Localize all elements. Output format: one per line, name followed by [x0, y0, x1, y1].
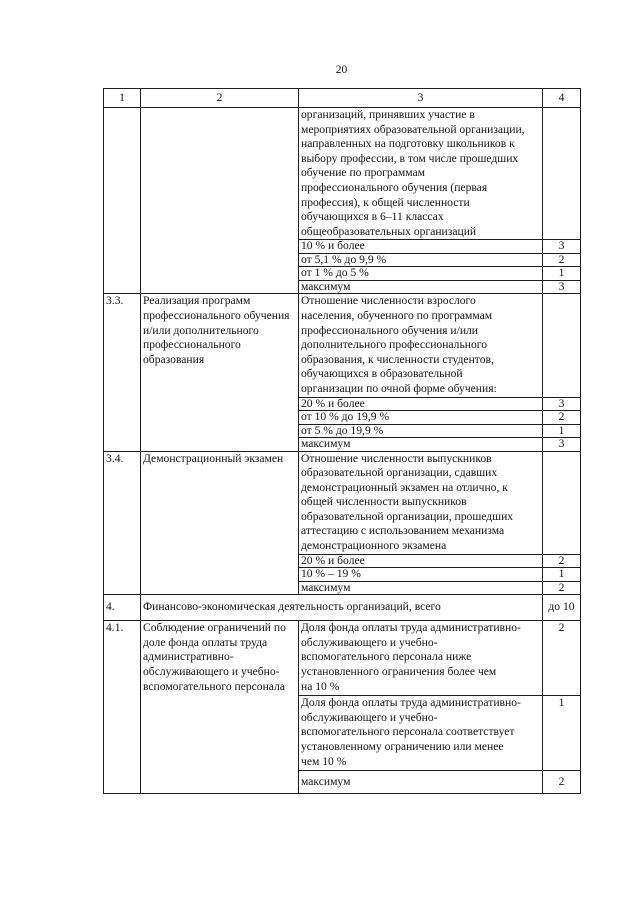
criterion-text: Отношение численности взрослого населения, обученного по программам профессионального обучения и/или дополнительного профессионального образования, к численности студентов, обучающихся в образовательной организации по очной форме обучения: [299, 294, 543, 397]
table-header-row [104, 89, 581, 108]
score: 1 [543, 424, 581, 438]
score [543, 294, 581, 397]
table-row [104, 451, 581, 554]
threshold-label: максимум [299, 438, 543, 452]
score: 3 [543, 397, 581, 411]
table-row [104, 108, 581, 240]
indicator-name: Соблюдение ограничений по доле фонда оплаты труда административно- обслуживающего и учебно- вспомогательного персонала [141, 621, 299, 794]
score [543, 108, 581, 240]
score: 2 [543, 771, 581, 794]
criterion-text: Доля фонда оплаты труда административно- обслуживающего и учебно- вспомогательного персонала соответствует установленному ограничению или менее чем 10 % [299, 696, 543, 771]
score: 2 [543, 253, 581, 267]
item-number: 3.3. [104, 294, 141, 451]
score: 1 [543, 696, 581, 771]
score: 1 [543, 568, 581, 582]
table-row [104, 294, 581, 397]
threshold-label: 10 % и более [299, 240, 543, 254]
score: 1 [543, 267, 581, 281]
score: 3 [543, 240, 581, 254]
threshold-label: от 1 % до 5 % [299, 267, 543, 281]
criteria-table [103, 88, 581, 794]
threshold-label: от 5 % до 19,9 % [299, 424, 543, 438]
criterion-text: Отношение численности выпускников образовательной организации, сдавших демонстрационный экзамен на отлично, к общей численности выпускников образовательной организации, прошедших аттестацию с использованием механизма демонстрационного экзамена [299, 451, 543, 554]
section-title: Финансово-экономическая деятельность организаций, всего [141, 595, 543, 621]
score [543, 451, 581, 554]
indicator-name: Демонстрационный экзамен [141, 451, 299, 595]
threshold-label: от 10 % до 19,9 % [299, 411, 543, 425]
column-header: 3 [299, 89, 543, 108]
column-header: 1 [104, 89, 141, 108]
threshold-label: максимум [299, 771, 543, 794]
criterion-text: организаций, принявших участие в мероприятиях образовательной организации, направленных на подготовку школьников к выбору профессии, в том числе прошедших обучение по программам профессионального обучения (первая профессия), к общей численности обучающихся в 6–11 классах общеобразовательных организаций [299, 108, 543, 240]
score: 3 [543, 438, 581, 452]
threshold-label: максимум [299, 581, 543, 595]
indicator-name [141, 108, 299, 294]
threshold-label: 20 % и более [299, 397, 543, 411]
score: 2 [543, 554, 581, 568]
item-number: 4.1. [104, 621, 141, 794]
threshold-label: максимум [299, 280, 543, 294]
threshold-label: 20 % и более [299, 554, 543, 568]
table-row [104, 595, 581, 621]
item-number: 4. [104, 595, 141, 621]
score: 2 [543, 621, 581, 696]
table-row [104, 621, 581, 696]
score: 3 [543, 280, 581, 294]
column-header: 2 [141, 89, 299, 108]
score: 2 [543, 581, 581, 595]
score: 2 [543, 411, 581, 425]
column-header: 4 [543, 89, 581, 108]
page-number: 20 [335, 64, 348, 76]
item-number [104, 108, 141, 294]
criterion-text: Доля фонда оплаты труда административно- обслуживающего и учебно- вспомогательного персонала ниже установленного ограничения более чем на 10 % [299, 621, 543, 696]
indicator-name: Реализация программ профессионального обучения и/или дополнительного профессионального образования [141, 294, 299, 451]
item-number: 3.4. [104, 451, 141, 595]
threshold-label: от 5,1 % до 9,9 % [299, 253, 543, 267]
score: до 10 [543, 595, 581, 621]
threshold-label: 10 % – 19 % [299, 568, 543, 582]
